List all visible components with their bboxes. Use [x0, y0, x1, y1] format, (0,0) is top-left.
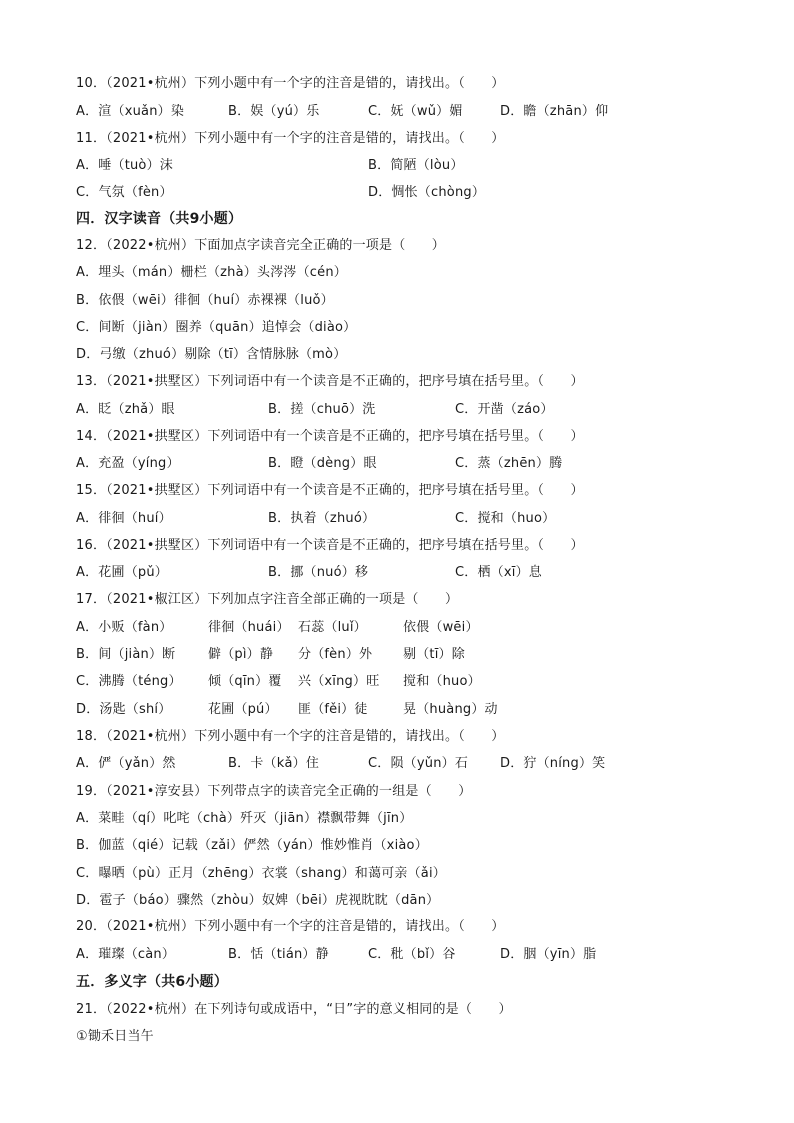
question-line: 12．（2022•杭州）下面加点字读音完全正确的一项是（ ）: [76, 238, 445, 253]
option-item: B．简陋（lòu）: [368, 158, 464, 173]
section-heading: 五．多义字（共6小题）: [76, 974, 228, 990]
option-item: 搅和（huo）: [403, 674, 481, 689]
question-line: 19．（2021•淳安县）下列带点字的读音完全正确的一组是（ ）: [76, 784, 472, 799]
question-line: A．埋头（mán）栅栏（zhà）头涔涔（cén）: [76, 265, 347, 280]
option-item: 分（fèn）外: [298, 647, 373, 662]
question-line: 10．（2021•杭州）下列小题中有一个字的注音是错的，请找出。（ ）: [76, 76, 505, 91]
option-item: 僻（pì）静: [208, 647, 274, 662]
option-item: B．间（jiàn）断: [76, 647, 176, 662]
option-item: D．胭（yīn）脂: [500, 947, 597, 962]
option-item: C．搅和（huo）: [455, 511, 556, 526]
question-line: 18．（2021•杭州）下列小题中有一个字的注音是错的，请找出。（ ）: [76, 729, 505, 744]
option-item: B．执着（zhuó）: [268, 511, 376, 526]
option-item: C．秕（bǐ）谷: [368, 947, 456, 962]
option-item: C．栖（xī）息: [455, 565, 542, 580]
option-item: A．俨（yǎn）然: [76, 756, 176, 771]
option-item: 依偎（wēi）: [403, 620, 479, 635]
option-item: C．蒸（zhēn）腾: [455, 456, 563, 471]
question-line: ①锄禾日当午: [76, 1029, 154, 1044]
option-item: 花圃（pú）: [208, 702, 278, 717]
option-item: B．挪（nuó）移: [268, 565, 369, 580]
question-line: 13．（2021•拱墅区）下列词语中有一个读音是不正确的，把序号填在括号里。（ ）: [76, 374, 584, 389]
option-item: 晃（huàng）动: [403, 702, 498, 717]
option-item: D．惆怅（chòng）: [368, 185, 486, 200]
option-item: B．恬（tián）静: [228, 947, 329, 962]
option-item: B．卡（kǎ）住: [228, 756, 320, 771]
option-item: C．开凿（záo）: [455, 402, 554, 417]
question-line: B．伽蓝（qié）记载（zǎi）俨然（yán）惟妙惟肖（xiào）: [76, 838, 428, 853]
option-item: B．瞪（dèng）眼: [268, 456, 377, 471]
option-item: B．搓（chuō）洗: [268, 402, 376, 417]
question-line: B．依偎（wēi）徘徊（huí）赤裸裸（luǒ）: [76, 293, 334, 308]
question-line: 20．（2021•杭州）下列小题中有一个字的注音是错的，请找出。（ ）: [76, 919, 505, 934]
option-item: B．娱（yú）乐: [228, 104, 320, 119]
option-item: C．陨（yǔn）石: [368, 756, 469, 771]
question-line: C．曝晒（pù）正月（zhēng）衣裳（shang）和蔼可亲（ǎi）: [76, 866, 446, 881]
question-line: A．菜畦（qí）叱咤（chà）歼灭（jiān）襟飘带舞（jīn）: [76, 811, 413, 826]
question-line: D．弓缴（zhuó）剔除（tī）含情脉脉（mò）: [76, 347, 347, 362]
option-item: 兴（xīng）旺: [298, 674, 380, 689]
section-heading: 四．汉字读音（共9小题）: [76, 211, 243, 227]
option-item: C．妩（wǔ）媚: [368, 104, 463, 119]
question-line: C．间断（jiàn）圈养（quān）追悼会（diào）: [76, 320, 357, 335]
question-line: 21．（2022•杭州）在下列诗句或成语中，“日”字的意义相同的是（ ）: [76, 1002, 512, 1017]
question-line: 15．（2021•拱墅区）下列词语中有一个读音是不正确的，把序号填在括号里。（ ）: [76, 483, 584, 498]
option-item: 石蕊（luǐ）: [298, 620, 367, 635]
question-line: D．雹子（báo）骤然（zhòu）奴婢（bēi）虎视眈眈（dān）: [76, 893, 440, 908]
option-item: A．眨（zhǎ）眼: [76, 402, 175, 417]
option-item: A．小贩（fàn）: [76, 620, 173, 635]
option-item: C．沸腾（téng）: [76, 674, 182, 689]
option-item: 剔（tī）除: [403, 647, 465, 662]
option-item: A．花圃（pǔ）: [76, 565, 168, 580]
option-item: D．狞（níng）笑: [500, 756, 606, 771]
option-item: A．唾（tuò）沫: [76, 158, 173, 173]
question-line: 11．（2021•杭州）下列小题中有一个字的注音是错的，请找出。（ ）: [76, 131, 505, 146]
option-item: 徘徊（huái）: [208, 620, 290, 635]
question-line: 14．（2021•拱墅区）下列词语中有一个读音是不正确的，把序号填在括号里。（ ）: [76, 429, 584, 444]
option-item: A．充盈（yíng）: [76, 456, 180, 471]
option-item: D．瞻（zhān）仰: [500, 104, 609, 119]
option-item: D．汤匙（shí）: [76, 702, 172, 717]
question-line: 17．（2021•椒江区）下列加点字注音全部正确的一项是（ ）: [76, 592, 459, 607]
option-item: 倾（qīn）覆: [208, 674, 282, 689]
option-item: C．气氛（fèn）: [76, 185, 173, 200]
option-item: A．徘徊（huí）: [76, 511, 172, 526]
question-line: 16．（2021•拱墅区）下列词语中有一个读音是不正确的，把序号填在括号里。（ ）: [76, 538, 584, 553]
option-item: 匪（fěi）徒: [298, 702, 368, 717]
option-item: A．璀璨（càn）: [76, 947, 176, 962]
option-item: A．渲（xuǎn）染: [76, 104, 185, 119]
